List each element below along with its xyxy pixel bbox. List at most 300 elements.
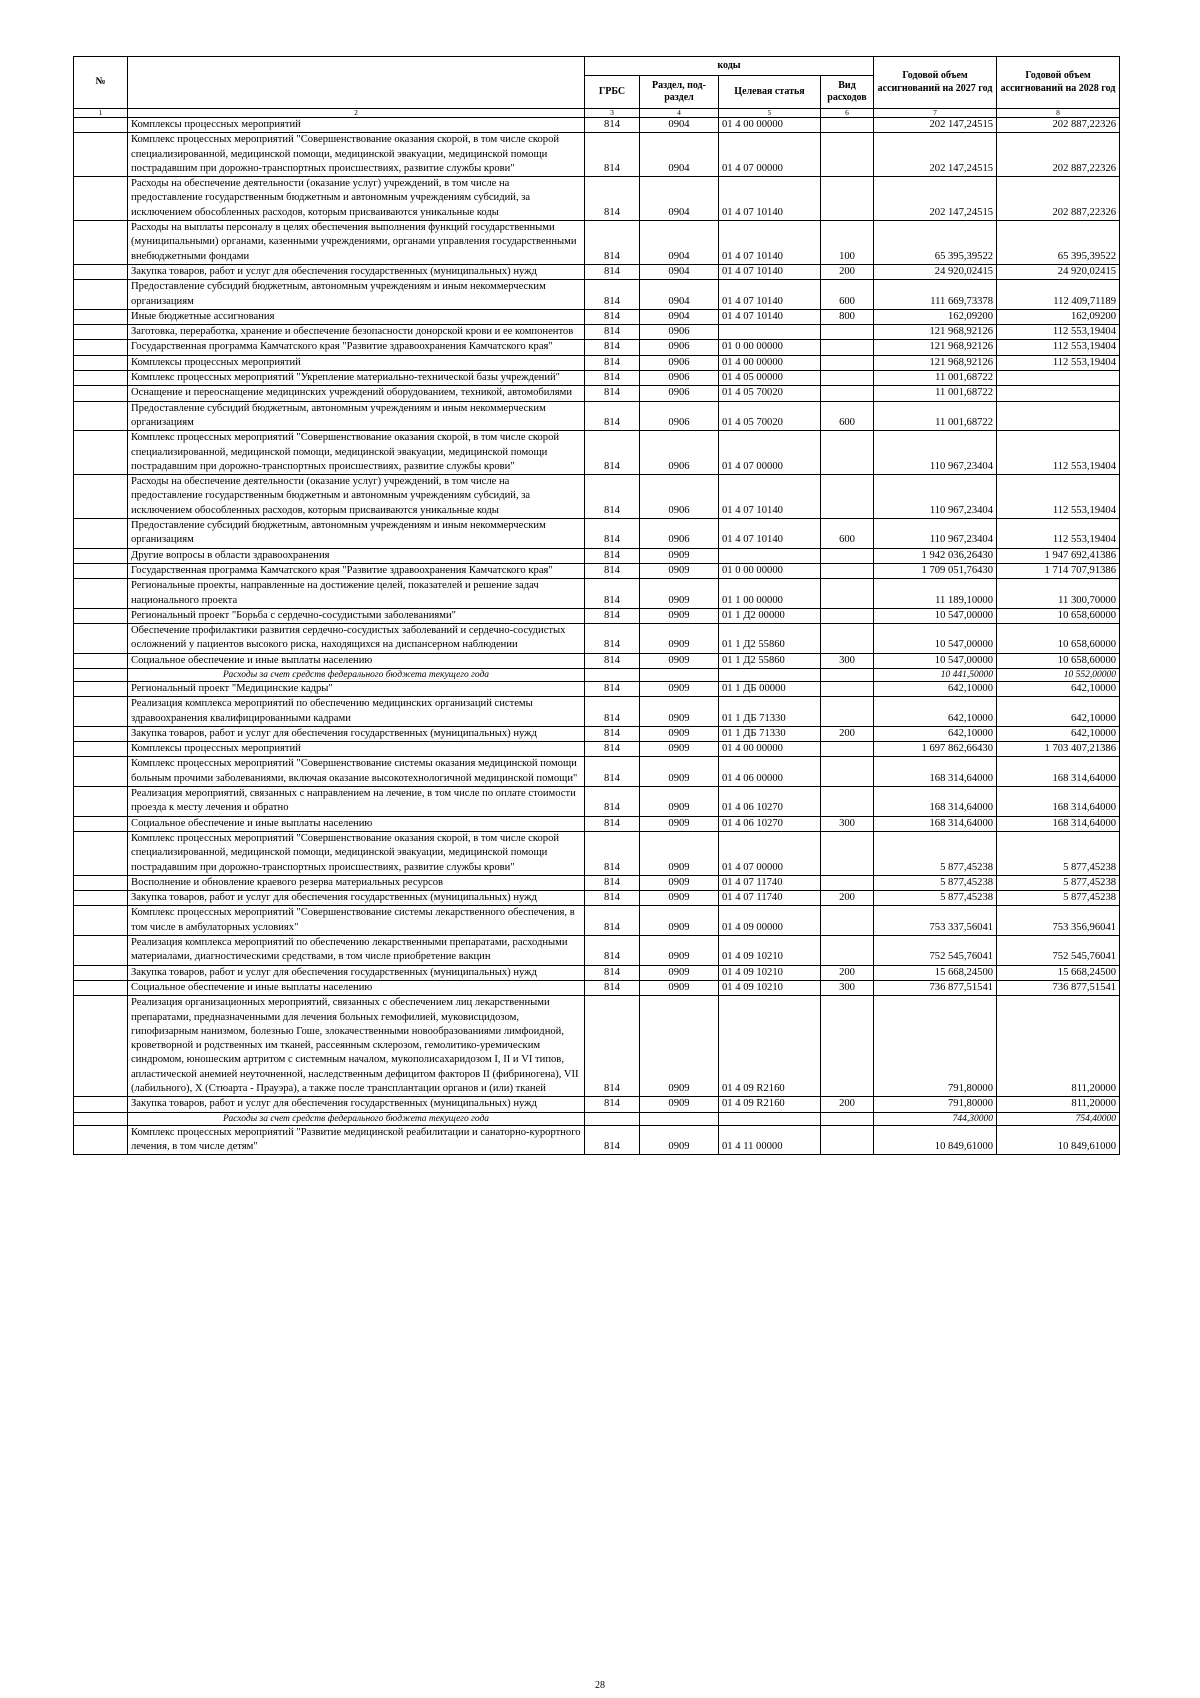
- row-cell-name: Социальное обеспечение и иные выплаты населению: [128, 653, 585, 668]
- row-cell-grbs: 814: [585, 221, 640, 265]
- row-cell-2028: 202 887,22326: [997, 118, 1120, 133]
- row-cell-target: 01 1 ДБ 71330: [719, 697, 821, 727]
- row-cell-2027: 753 337,56041: [874, 906, 997, 936]
- row-cell-name: Обеспечение профилактики развития сердечно-сосудистых заболеваний и сердечно-сосудистых осложнений у пациентов высокого риска, находящихся на диспансерном наблюдении: [128, 624, 585, 654]
- row-cell-2027: 110 967,23404: [874, 431, 997, 475]
- row-cell-section: 0909: [640, 936, 719, 966]
- row-cell-2027: 11 189,10000: [874, 579, 997, 609]
- row-cell-name: Региональный проект "Медицинские кадры": [128, 681, 585, 696]
- row-cell-2028: 112 553,19404: [997, 519, 1120, 549]
- row-cell-section: 0904: [640, 264, 719, 279]
- table-row: [74, 519, 1120, 549]
- table-row: [74, 906, 1120, 936]
- table-row: [74, 831, 1120, 875]
- row-cell-grbs: 814: [585, 757, 640, 787]
- header-num: №: [74, 57, 128, 109]
- row-cell-target: 01 4 09 R2160: [719, 1097, 821, 1112]
- row-cell-exp-type: [821, 624, 874, 654]
- row-cell-target: 01 1 Д2 55860: [719, 624, 821, 654]
- row-cell-target: 01 1 Д2 00000: [719, 608, 821, 623]
- row-cell-num: [74, 431, 128, 475]
- column-index: 4: [640, 109, 719, 118]
- row-cell-section: 0904: [640, 118, 719, 133]
- row-cell-target: 01 4 06 10270: [719, 787, 821, 817]
- row-cell-target: 01 1 00 00000: [719, 579, 821, 609]
- row-cell-num: [74, 325, 128, 340]
- row-cell-2027: 10 547,00000: [874, 653, 997, 668]
- column-index: 6: [821, 109, 874, 118]
- row-cell-2028: 752 545,76041: [997, 936, 1120, 966]
- header-codes: коды: [585, 57, 874, 76]
- row-cell-2027: 65 395,39522: [874, 221, 997, 265]
- row-cell-2027: 5 877,45238: [874, 891, 997, 906]
- row-cell-section: 0909: [640, 653, 719, 668]
- table-row: [74, 697, 1120, 727]
- row-cell-2028: 10 658,60000: [997, 608, 1120, 623]
- row-cell-name: Комплекс процессных мероприятий "Совершенствование оказания скорой, в том числе скорой специализированной, медицинской помощи, медицинской эвакуации, медицинской помощи пострадавшим при дорожно-транспортных происшествиях, развитие службы крови": [128, 831, 585, 875]
- row-cell-grbs: 814: [585, 340, 640, 355]
- row-cell-section: 0906: [640, 340, 719, 355]
- row-cell-num: [74, 118, 128, 133]
- row-cell-grbs: 814: [585, 875, 640, 890]
- row-cell-target: 01 4 07 10140: [719, 475, 821, 519]
- table-row: [74, 475, 1120, 519]
- row-cell-target: [719, 325, 821, 340]
- row-cell-section: 0909: [640, 1125, 719, 1155]
- table-row: [74, 996, 1120, 1097]
- table-row: [74, 325, 1120, 340]
- row-cell-2027: 642,10000: [874, 697, 997, 727]
- row-cell-name: Предоставление субсидий бюджетным, автономным учреждениям и иным некоммерческим организациям: [128, 401, 585, 431]
- row-cell-section: 0909: [640, 996, 719, 1097]
- row-cell-2028: 5 877,45238: [997, 891, 1120, 906]
- row-cell-2027: 5 877,45238: [874, 831, 997, 875]
- row-cell-grbs: 814: [585, 371, 640, 386]
- row-cell-section: 0909: [640, 757, 719, 787]
- row-cell-2028: 202 887,22326: [997, 133, 1120, 177]
- table-row: [74, 221, 1120, 265]
- row-cell-target: 01 4 07 00000: [719, 431, 821, 475]
- row-cell-grbs: 814: [585, 431, 640, 475]
- row-cell-grbs: 814: [585, 936, 640, 966]
- row-cell-section: 0909: [640, 742, 719, 757]
- row-cell-exp-type: [821, 996, 874, 1097]
- row-cell-target: [719, 1112, 821, 1125]
- row-cell-target: 01 4 07 00000: [719, 831, 821, 875]
- row-cell-2027: 121 968,92126: [874, 355, 997, 370]
- table-row: [74, 118, 1120, 133]
- row-cell-grbs: 814: [585, 579, 640, 609]
- column-index: 5: [719, 109, 821, 118]
- row-cell-exp-type: [821, 371, 874, 386]
- row-cell-section: 0909: [640, 563, 719, 578]
- row-cell-name: Расходы за счет средств федерального бюджета текущего года: [128, 1112, 585, 1125]
- row-cell-name: Комплексы процессных мероприятий: [128, 118, 585, 133]
- header-2027: Годовой объем ассигнований на 2027 год: [874, 57, 997, 109]
- row-cell-num: [74, 608, 128, 623]
- row-cell-exp-type: 600: [821, 280, 874, 310]
- row-cell-2027: 110 967,23404: [874, 519, 997, 549]
- row-cell-exp-type: 600: [821, 401, 874, 431]
- row-cell-section: 0906: [640, 386, 719, 401]
- row-cell-2027: 10 441,50000: [874, 668, 997, 681]
- table-row: [74, 816, 1120, 831]
- row-cell-2027: 11 001,68722: [874, 386, 997, 401]
- row-cell-section: 0906: [640, 519, 719, 549]
- table-row: [74, 280, 1120, 310]
- row-cell-exp-type: [821, 608, 874, 623]
- table-row: [74, 401, 1120, 431]
- table-row: [74, 386, 1120, 401]
- row-cell-num: [74, 936, 128, 966]
- row-cell-2028: 642,10000: [997, 697, 1120, 727]
- row-cell-grbs: 814: [585, 787, 640, 817]
- row-cell-exp-type: 200: [821, 726, 874, 741]
- row-cell-num: [74, 742, 128, 757]
- table-note-row: [74, 668, 1120, 681]
- row-cell-exp-type: 200: [821, 1097, 874, 1112]
- row-cell-target: 01 4 00 00000: [719, 118, 821, 133]
- row-cell-name: Восполнение и обновление краевого резерва материальных ресурсов: [128, 875, 585, 890]
- row-cell-grbs: [585, 1112, 640, 1125]
- row-cell-exp-type: [821, 697, 874, 727]
- row-cell-name: Региональный проект "Борьба с сердечно-сосудистыми заболеваниями": [128, 608, 585, 623]
- row-cell-exp-type: 200: [821, 891, 874, 906]
- row-cell-2028: 10 849,61000: [997, 1125, 1120, 1155]
- row-cell-num: [74, 264, 128, 279]
- row-cell-section: 0909: [640, 965, 719, 980]
- row-cell-2027: 1 942 036,26430: [874, 548, 997, 563]
- row-cell-grbs: 814: [585, 996, 640, 1097]
- row-cell-target: 01 0 00 00000: [719, 563, 821, 578]
- row-cell-exp-type: 200: [821, 965, 874, 980]
- row-cell-2028: [997, 371, 1120, 386]
- row-cell-name: Государственная программа Камчатского края "Развитие здравоохранения Камчатского края": [128, 340, 585, 355]
- row-cell-num: [74, 875, 128, 890]
- row-cell-name: Социальное обеспечение и иные выплаты населению: [128, 980, 585, 995]
- row-cell-exp-type: [821, 757, 874, 787]
- table-row: [74, 653, 1120, 668]
- table-row: [74, 340, 1120, 355]
- row-cell-name: Расходы на обеспечение деятельности (оказание услуг) учреждений, в том числе на предоставление государственным бюджетным и автономным учреждениям субсидий, за исключением обособленных расходов, которым присваиваются уникальные коды: [128, 177, 585, 221]
- row-cell-target: 01 4 09 10210: [719, 965, 821, 980]
- row-cell-section: 0904: [640, 133, 719, 177]
- table-row: [74, 548, 1120, 563]
- row-cell-exp-type: 300: [821, 816, 874, 831]
- row-cell-section: 0906: [640, 355, 719, 370]
- row-cell-target: 01 4 07 10140: [719, 264, 821, 279]
- row-cell-target: 01 4 00 00000: [719, 742, 821, 757]
- row-cell-grbs: 814: [585, 401, 640, 431]
- row-cell-num: [74, 681, 128, 696]
- row-cell-exp-type: [821, 340, 874, 355]
- table-row: [74, 875, 1120, 890]
- row-cell-2027: 202 147,24515: [874, 133, 997, 177]
- row-cell-section: 0909: [640, 831, 719, 875]
- row-cell-target: 01 1 Д2 55860: [719, 653, 821, 668]
- row-cell-grbs: 814: [585, 624, 640, 654]
- row-cell-exp-type: [821, 563, 874, 578]
- row-cell-exp-type: 200: [821, 264, 874, 279]
- budget-sheet: [73, 56, 1120, 1155]
- table-row: [74, 563, 1120, 578]
- row-cell-section: 0909: [640, 579, 719, 609]
- row-cell-section: 0909: [640, 787, 719, 817]
- row-cell-2028: 162,09200: [997, 309, 1120, 324]
- row-cell-2028: 112 553,19404: [997, 431, 1120, 475]
- row-cell-num: [74, 221, 128, 265]
- budget-table: [73, 56, 1120, 1155]
- row-cell-2027: 202 147,24515: [874, 118, 997, 133]
- table-row: [74, 309, 1120, 324]
- row-cell-name: Закупка товаров, работ и услуг для обеспечения государственных (муниципальных) нужд: [128, 965, 585, 980]
- row-cell-num: [74, 996, 128, 1097]
- row-cell-section: 0909: [640, 624, 719, 654]
- row-cell-grbs: 814: [585, 280, 640, 310]
- table-row: [74, 1097, 1120, 1112]
- row-cell-exp-type: [821, 355, 874, 370]
- row-cell-num: [74, 726, 128, 741]
- row-cell-2027: 168 314,64000: [874, 757, 997, 787]
- row-cell-target: 01 4 09 00000: [719, 906, 821, 936]
- row-cell-num: [74, 355, 128, 370]
- row-cell-num: [74, 133, 128, 177]
- row-cell-2028: 642,10000: [997, 726, 1120, 741]
- column-index: 1: [74, 109, 128, 118]
- row-cell-name: Комплекс процессных мероприятий "Совершенствование оказания скорой, в том числе скорой специализированной, медицинской помощи, медицинской эвакуации, медицинской помощи пострадавшим при дорожно-транспортных происшествиях, развитие службы крови": [128, 431, 585, 475]
- row-cell-exp-type: [821, 431, 874, 475]
- row-cell-exp-type: [821, 325, 874, 340]
- row-cell-2027: 642,10000: [874, 726, 997, 741]
- row-cell-2028: 24 920,02415: [997, 264, 1120, 279]
- row-cell-name: Расходы за счет средств федерального бюджета текущего года: [128, 668, 585, 681]
- row-cell-grbs: 814: [585, 742, 640, 757]
- row-cell-2027: 121 968,92126: [874, 325, 997, 340]
- row-cell-target: 01 4 07 10140: [719, 309, 821, 324]
- row-cell-exp-type: [821, 1125, 874, 1155]
- row-cell-num: [74, 653, 128, 668]
- row-cell-2028: 168 314,64000: [997, 816, 1120, 831]
- table-row: [74, 264, 1120, 279]
- row-cell-name: Реализация комплекса мероприятий по обеспечению медицинских организаций системы здравоохранения квалифицированными кадрами: [128, 697, 585, 727]
- row-cell-2028: 5 877,45238: [997, 831, 1120, 875]
- row-cell-target: 01 4 07 10140: [719, 280, 821, 310]
- row-cell-num: [74, 519, 128, 549]
- row-cell-exp-type: 300: [821, 980, 874, 995]
- row-cell-grbs: 814: [585, 1125, 640, 1155]
- row-cell-target: 01 1 ДБ 00000: [719, 681, 821, 696]
- row-cell-2027: 15 668,24500: [874, 965, 997, 980]
- row-cell-num: [74, 401, 128, 431]
- row-cell-2027: 110 967,23404: [874, 475, 997, 519]
- row-cell-2027: 642,10000: [874, 681, 997, 696]
- row-cell-section: 0904: [640, 280, 719, 310]
- row-cell-num: [74, 475, 128, 519]
- row-cell-2027: 168 314,64000: [874, 787, 997, 817]
- row-cell-target: 01 4 00 00000: [719, 355, 821, 370]
- row-cell-2028: 1 714 707,91386: [997, 563, 1120, 578]
- row-cell-2028: 10 658,60000: [997, 624, 1120, 654]
- table-row: [74, 579, 1120, 609]
- row-cell-2028: 112 409,71189: [997, 280, 1120, 310]
- row-cell-2028: 112 553,19404: [997, 340, 1120, 355]
- row-cell-exp-type: [821, 118, 874, 133]
- row-cell-name: Другие вопросы в области здравоохранения: [128, 548, 585, 563]
- table-row: [74, 133, 1120, 177]
- row-cell-exp-type: [821, 681, 874, 696]
- row-cell-exp-type: 600: [821, 519, 874, 549]
- row-cell-name: Комплекс процессных мероприятий "Совершенствование системы оказания медицинской помощи больным прочими заболеваниями, включая оказание высокотехнологичной медицинской помощи": [128, 757, 585, 787]
- row-cell-grbs: 814: [585, 697, 640, 727]
- row-cell-2028: 112 553,19404: [997, 475, 1120, 519]
- row-cell-exp-type: [821, 1112, 874, 1125]
- row-cell-2027: 111 669,73378: [874, 280, 997, 310]
- row-cell-2028: [997, 386, 1120, 401]
- row-cell-2028: 5 877,45238: [997, 875, 1120, 890]
- row-cell-name: Предоставление субсидий бюджетным, автономным учреждениям и иным некоммерческим организациям: [128, 280, 585, 310]
- row-cell-grbs: 814: [585, 548, 640, 563]
- row-cell-grbs: 814: [585, 891, 640, 906]
- row-cell-2027: 10 849,61000: [874, 1125, 997, 1155]
- row-cell-exp-type: [821, 831, 874, 875]
- row-cell-num: [74, 697, 128, 727]
- row-cell-num: [74, 1097, 128, 1112]
- row-cell-num: [74, 757, 128, 787]
- table-row: [74, 980, 1120, 995]
- row-cell-num: [74, 563, 128, 578]
- row-cell-name: Расходы на выплаты персоналу в целях обеспечения выполнения функций государственными (муниципальными) органами, казенными учреждениями, органами управления государственными внебюджетными фондами: [128, 221, 585, 265]
- row-cell-target: 01 4 07 10140: [719, 177, 821, 221]
- row-cell-name: Социальное обеспечение и иные выплаты населению: [128, 816, 585, 831]
- row-cell-2028: 10 552,00000: [997, 668, 1120, 681]
- row-cell-exp-type: [821, 386, 874, 401]
- column-index: 8: [997, 109, 1120, 118]
- row-cell-grbs: 814: [585, 177, 640, 221]
- row-cell-name: Реализация комплекса мероприятий по обеспечению лекарственными препаратами, расходными материалами, диагностическими средствами, в том числе приобретение вакцин: [128, 936, 585, 966]
- row-cell-name: Оснащение и переоснащение медицинских учреждений оборудованием, техникой, автомобилями: [128, 386, 585, 401]
- row-cell-num: [74, 371, 128, 386]
- row-cell-grbs: 814: [585, 906, 640, 936]
- table-row: [74, 742, 1120, 757]
- row-cell-exp-type: [821, 668, 874, 681]
- row-cell-2027: 791,80000: [874, 996, 997, 1097]
- row-cell-target: 01 4 11 00000: [719, 1125, 821, 1155]
- row-cell-num: [74, 965, 128, 980]
- row-cell-grbs: 814: [585, 355, 640, 370]
- row-cell-grbs: 814: [585, 118, 640, 133]
- row-cell-num: [74, 816, 128, 831]
- row-cell-section: 0904: [640, 221, 719, 265]
- row-cell-num: [74, 177, 128, 221]
- row-cell-2028: 1 703 407,21386: [997, 742, 1120, 757]
- row-cell-name: Иные бюджетные ассигнования: [128, 309, 585, 324]
- row-cell-num: [74, 579, 128, 609]
- row-cell-num: [74, 624, 128, 654]
- row-cell-2028: 168 314,64000: [997, 757, 1120, 787]
- row-cell-exp-type: [821, 875, 874, 890]
- row-cell-exp-type: [821, 177, 874, 221]
- row-cell-section: 0909: [640, 681, 719, 696]
- table-row: [74, 891, 1120, 906]
- row-cell-num: [74, 548, 128, 563]
- row-cell-name: Комплекс процессных мероприятий "Развитие медицинской реабилитации и санаторно-курортного лечения, в том числе детям": [128, 1125, 585, 1155]
- row-cell-section: 0909: [640, 726, 719, 741]
- row-cell-name: Комплекс процессных мероприятий "Совершенствование системы лекарственного обеспечения, в том числе в амбулаторных условиях": [128, 906, 585, 936]
- table-note-row: [74, 1112, 1120, 1125]
- row-cell-2028: 642,10000: [997, 681, 1120, 696]
- row-cell-name: Закупка товаров, работ и услуг для обеспечения государственных (муниципальных) нужд: [128, 891, 585, 906]
- row-cell-section: 0906: [640, 475, 719, 519]
- row-cell-2028: 202 887,22326: [997, 177, 1120, 221]
- row-cell-exp-type: [821, 133, 874, 177]
- row-cell-section: 0909: [640, 1097, 719, 1112]
- row-cell-target: 01 4 05 70020: [719, 386, 821, 401]
- row-cell-num: [74, 280, 128, 310]
- row-cell-grbs: 814: [585, 264, 640, 279]
- row-cell-grbs: 814: [585, 980, 640, 995]
- row-cell-target: 01 4 05 70020: [719, 401, 821, 431]
- row-cell-2027: 736 877,51541: [874, 980, 997, 995]
- row-cell-exp-type: [821, 787, 874, 817]
- row-cell-target: 01 4 06 00000: [719, 757, 821, 787]
- row-cell-2028: 168 314,64000: [997, 787, 1120, 817]
- table-row: [74, 371, 1120, 386]
- row-cell-2027: 24 920,02415: [874, 264, 997, 279]
- row-cell-target: 01 4 09 10210: [719, 936, 821, 966]
- header-section: Раздел, под-раздел: [640, 76, 719, 109]
- table-row: [74, 965, 1120, 980]
- row-cell-target: 01 4 07 11740: [719, 875, 821, 890]
- row-cell-2028: 811,20000: [997, 996, 1120, 1097]
- row-cell-2027: 162,09200: [874, 309, 997, 324]
- column-index-row: [74, 109, 1120, 118]
- row-cell-grbs: 814: [585, 325, 640, 340]
- row-cell-2027: 11 001,68722: [874, 371, 997, 386]
- table-row: [74, 177, 1120, 221]
- row-cell-2028: 811,20000: [997, 1097, 1120, 1112]
- header-target: Целевая статья: [719, 76, 821, 109]
- row-cell-num: [74, 340, 128, 355]
- column-index: 7: [874, 109, 997, 118]
- row-cell-num: [74, 668, 128, 681]
- row-cell-target: [719, 548, 821, 563]
- column-index: 3: [585, 109, 640, 118]
- row-cell-2027: 5 877,45238: [874, 875, 997, 890]
- row-cell-target: [719, 668, 821, 681]
- row-cell-grbs: 814: [585, 386, 640, 401]
- row-cell-grbs: 814: [585, 681, 640, 696]
- header-grbs: ГРБС: [585, 76, 640, 109]
- row-cell-target: 01 0 00 00000: [719, 340, 821, 355]
- row-cell-name: Комплекс процессных мероприятий "Укрепление материально-технической базы учреждений": [128, 371, 585, 386]
- header-name: [128, 57, 585, 109]
- row-cell-exp-type: 100: [821, 221, 874, 265]
- row-cell-target: 01 4 07 11740: [719, 891, 821, 906]
- row-cell-grbs: 814: [585, 816, 640, 831]
- table-row: [74, 681, 1120, 696]
- row-cell-2028: 65 395,39522: [997, 221, 1120, 265]
- row-cell-num: [74, 1125, 128, 1155]
- row-cell-grbs: 814: [585, 965, 640, 980]
- header-exp-type: Вид расходов: [821, 76, 874, 109]
- row-cell-2027: 752 545,76041: [874, 936, 997, 966]
- column-index: 2: [128, 109, 585, 118]
- row-cell-2028: 10 658,60000: [997, 653, 1120, 668]
- row-cell-2027: 1 697 862,66430: [874, 742, 997, 757]
- row-cell-name: Предоставление субсидий бюджетным, автономным учреждениям и иным некоммерческим организациям: [128, 519, 585, 549]
- row-cell-grbs: 814: [585, 608, 640, 623]
- row-cell-name: Заготовка, переработка, хранение и обеспечение безопасности донорской крови и ее компонентов: [128, 325, 585, 340]
